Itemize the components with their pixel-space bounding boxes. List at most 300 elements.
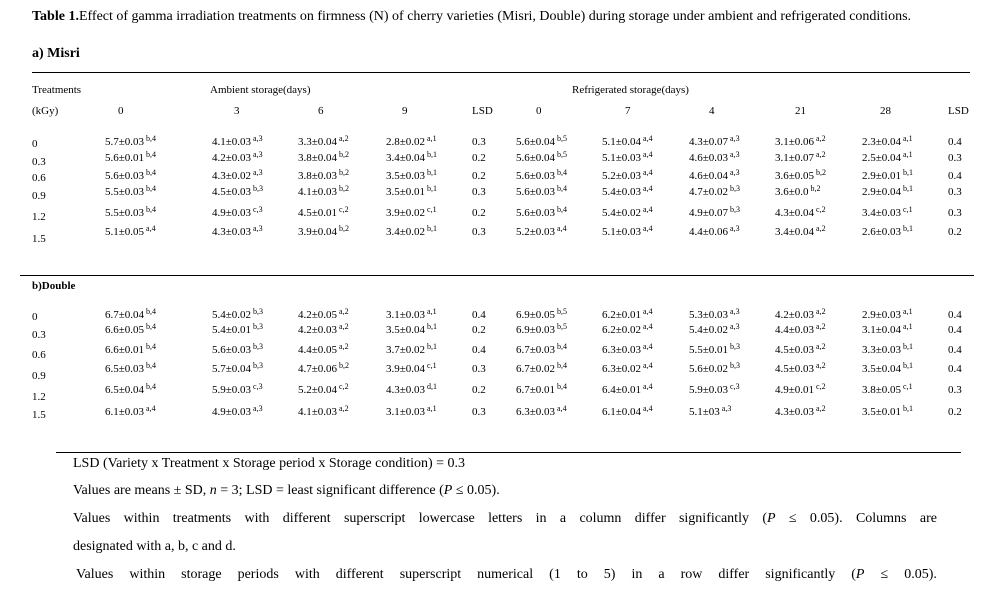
misri-cell [386, 186, 437, 198]
cell-superscript: b,3 [251, 342, 264, 351]
double-cell [862, 309, 913, 321]
cell-superscript: b,3 [251, 361, 264, 370]
cell-value: 3.4±0.04 [775, 226, 815, 238]
cell-value: 4.1±0.03 [298, 186, 338, 198]
cell-superscript: a,2 [814, 322, 826, 331]
misri-cell [472, 226, 486, 238]
misri-treatment-label: 0 [32, 138, 38, 150]
double-cell [298, 384, 349, 396]
footnote-word: to [576, 567, 588, 582]
double-cell [602, 363, 653, 375]
cell-value: 5.2±0.03 [602, 170, 642, 182]
double-cell [298, 363, 349, 375]
table-title [32, 9, 992, 25]
cell-value: 4.9±0.03 [212, 207, 252, 219]
top-rule [32, 72, 970, 73]
double-cell [862, 363, 913, 375]
cell-value: 5.2±0.03 [516, 226, 556, 238]
double-cell [516, 324, 567, 336]
double-cell [948, 309, 962, 321]
cell-value: 5.6±0.03 [212, 344, 252, 356]
cell-superscript: b,2 [337, 168, 350, 177]
double-cell [689, 384, 740, 396]
cell-value: 5.1±0.03 [602, 152, 642, 164]
footnote-word: ≤ [880, 567, 889, 582]
double-cell [516, 363, 567, 375]
cell-value: 4.3±0.04 [775, 207, 815, 219]
cell-value: 3.9±0.02 [386, 207, 426, 219]
misri-cell [516, 186, 567, 198]
misri-cell [298, 207, 349, 219]
double-cell [386, 406, 437, 418]
double-cell [602, 309, 653, 321]
double-treatment-label: 0.6 [32, 349, 46, 361]
cell-value: 4.2±0.03 [298, 324, 338, 336]
cell-value: 4.7±0.02 [689, 186, 729, 198]
double-cell [105, 309, 156, 321]
double-cell [386, 384, 437, 396]
misri-cell [472, 170, 486, 182]
misri-cell [602, 207, 653, 219]
column-header: 7 [625, 105, 631, 117]
cell-value: 5.6±0.02 [689, 363, 729, 375]
cell-superscript: a,4 [555, 404, 567, 413]
cell-superscript: a,1 [901, 134, 913, 143]
cell-value: 5.6±0.04 [516, 136, 556, 148]
misri-cell [948, 186, 962, 198]
cell-superscript: b,3 [728, 342, 741, 351]
cell-superscript: b,2 [808, 184, 821, 193]
cell-value: 4.4±0.06 [689, 226, 729, 238]
misri-cell [948, 226, 962, 238]
cell-superscript: b,1 [425, 184, 438, 193]
cell-superscript: b,4 [144, 184, 157, 193]
cell-value: 2.9±0.04 [862, 186, 902, 198]
cell-value: 5.4±0.02 [689, 324, 729, 336]
misri-cell [105, 152, 156, 164]
double-cell [948, 324, 962, 336]
misri-treatment-label: 0.9 [32, 190, 46, 202]
cell-superscript: a,4 [144, 224, 156, 233]
footnote-word: within [123, 511, 160, 526]
cell-superscript: a,3 [728, 224, 740, 233]
misri-cell [212, 226, 263, 238]
double-cell [948, 363, 962, 375]
cell-value: 5.1±03 [689, 406, 720, 418]
cell-value: 6.6±0.05 [105, 324, 145, 336]
double-cell [472, 344, 486, 356]
double-cell [689, 406, 731, 418]
cell-value: 6.3±0.02 [602, 363, 642, 375]
double-cell [862, 406, 913, 418]
cell-value: 0.2 [948, 226, 962, 238]
footnote-word: in [535, 511, 547, 526]
cell-superscript: b,4 [144, 168, 157, 177]
cell-superscript: c,1 [901, 382, 913, 391]
footnote-word: differ [634, 511, 666, 526]
cell-superscript: c,2 [814, 205, 826, 214]
cell-superscript: a,2 [814, 307, 826, 316]
cell-value: 4.4±0.03 [775, 324, 815, 336]
cell-value: 3.4±0.02 [386, 226, 426, 238]
cell-superscript: a,2 [337, 342, 349, 351]
cell-value: 3.8±0.03 [298, 170, 338, 182]
cell-value: 4.3±0.07 [689, 136, 729, 148]
cell-value: 3.8±0.05 [862, 384, 902, 396]
double-cell [516, 384, 567, 396]
cell-superscript: b,4 [555, 205, 568, 214]
cell-superscript: b,1 [425, 224, 438, 233]
cell-value: 4.5±0.03 [775, 363, 815, 375]
double-cell [602, 384, 653, 396]
footnote-word: superscript [343, 511, 406, 526]
cell-superscript: b,1 [425, 342, 438, 351]
double-cell [298, 344, 349, 356]
kgy-header: (kGy) [32, 105, 59, 117]
cell-value: 0.2 [948, 406, 962, 418]
double-cell [775, 344, 826, 356]
double-cell [298, 324, 349, 336]
double-cell [386, 344, 437, 356]
cell-superscript: a,4 [641, 361, 653, 370]
cell-value: 0.3 [472, 226, 486, 238]
double-cell [105, 324, 156, 336]
numerals-footnote [76, 567, 937, 583]
cell-value: 6.5±0.04 [105, 384, 145, 396]
double-treatment-label: 1.2 [32, 391, 46, 403]
cell-superscript: a,4 [641, 168, 653, 177]
cell-superscript: a,2 [337, 404, 349, 413]
footnote-word: row [680, 567, 703, 582]
footnote-word: treatments [172, 511, 232, 526]
cell-value: 5.2±0.04 [298, 384, 338, 396]
misri-cell [862, 186, 913, 198]
cell-value: 4.3±0.03 [775, 406, 815, 418]
cell-value: 2.5±0.04 [862, 152, 902, 164]
cell-superscript: c,2 [337, 382, 349, 391]
misri-cell [689, 226, 740, 238]
cell-value: 6.1±0.04 [602, 406, 642, 418]
cell-value: 0.3 [948, 384, 962, 396]
column-header: 6 [318, 105, 324, 117]
cell-value: 0.3 [948, 152, 962, 164]
cell-value: 0.3 [948, 186, 962, 198]
double-cell [516, 406, 567, 418]
cell-superscript: b,4 [144, 150, 157, 159]
cell-value: 0.4 [948, 170, 962, 182]
treatments-header: Treatments [32, 84, 82, 96]
misri-cell [775, 136, 826, 148]
cell-superscript: b,3 [251, 307, 264, 316]
footnote-word: 0.05). [809, 511, 843, 526]
cell-value: 6.7±0.02 [516, 363, 556, 375]
cell-value: 4.9±0.01 [775, 384, 815, 396]
cell-value: 6.7±0.01 [516, 384, 556, 396]
footnote-word: in [631, 567, 643, 582]
cell-superscript: b,1 [425, 168, 438, 177]
cell-value: 4.6±0.03 [689, 152, 729, 164]
misri-cell [775, 226, 826, 238]
misri-cell [689, 207, 740, 219]
double-cell [212, 406, 263, 418]
footnote-word: different [335, 567, 384, 582]
column-header: 21 [795, 105, 806, 117]
misri-cell [105, 170, 156, 182]
column-header: 3 [234, 105, 240, 117]
misri-cell [602, 226, 653, 238]
cell-superscript: a,4 [641, 134, 653, 143]
misri-cell [516, 226, 567, 238]
misri-cell [472, 207, 486, 219]
cell-superscript: a,1 [901, 322, 913, 331]
letters-footnote-continued: designated with a, b, c and d. [73, 539, 236, 554]
cell-superscript: d,1 [425, 382, 438, 391]
cell-value: 2.6±0.03 [862, 226, 902, 238]
misri-cell [105, 207, 156, 219]
cell-value: 3.3±0.04 [298, 136, 338, 148]
cell-superscript: a,2 [337, 307, 349, 316]
cell-value: 5.9±0.03 [689, 384, 729, 396]
cell-value: 6.4±0.01 [602, 384, 642, 396]
misri-cell [602, 136, 653, 148]
cell-value: 5.4±0.02 [602, 207, 642, 219]
means-footnote: Values are means ± SD, n = 3; LSD = least significant difference (P ≤ 0.05). [73, 483, 500, 498]
double-cell [775, 384, 826, 396]
cell-value: 3.5±0.04 [386, 324, 426, 336]
double-cell [472, 406, 486, 418]
misri-cell [212, 152, 263, 164]
double-treatment-label: 0.9 [32, 370, 46, 382]
cell-superscript: a,4 [641, 184, 653, 193]
misri-cell [298, 226, 349, 238]
misri-cell [862, 170, 913, 182]
misri-cell [472, 136, 486, 148]
cell-superscript: b,1 [901, 342, 914, 351]
column-header: 4 [709, 105, 715, 117]
footnote-word: Values [76, 567, 114, 582]
cell-value: 5.4±0.02 [212, 309, 252, 321]
double-cell [516, 309, 567, 321]
footnote-word: numerical [477, 567, 534, 582]
misri-cell [105, 136, 156, 148]
misri-cell [298, 186, 349, 198]
letters-footnote [73, 511, 937, 527]
column-header: 9 [402, 105, 408, 117]
section-b-heading: b)Double [32, 280, 76, 292]
misri-treatment-label: 1.2 [32, 211, 46, 223]
footnote-word: column [579, 511, 622, 526]
cell-superscript: b,3 [728, 361, 741, 370]
cell-value: 5.7±0.04 [212, 363, 252, 375]
double-cell [602, 406, 653, 418]
misri-cell [689, 170, 740, 182]
bottom-rule [56, 452, 961, 453]
footnote-word: ≤ [788, 511, 797, 526]
cell-superscript: c,2 [814, 382, 826, 391]
cell-superscript: b,1 [901, 404, 914, 413]
misri-cell [689, 186, 740, 198]
double-cell [862, 384, 913, 396]
double-cell [862, 324, 913, 336]
misri-cell [212, 136, 263, 148]
column-header: 0 [536, 105, 542, 117]
double-cell [948, 344, 962, 356]
cell-value: 6.6±0.01 [105, 344, 145, 356]
cell-superscript: b,4 [555, 184, 568, 193]
double-cell [298, 406, 349, 418]
cell-value: 0.3 [472, 136, 486, 148]
cell-superscript: a,2 [337, 134, 349, 143]
double-cell [689, 344, 740, 356]
cell-value: 2.3±0.04 [862, 136, 902, 148]
cell-superscript: a,1 [901, 307, 913, 316]
cell-superscript: a,4 [144, 404, 156, 413]
misri-cell [298, 170, 349, 182]
cell-superscript: a,2 [814, 224, 826, 233]
lsd-footnote: LSD (Variety x Treatment x Storage period x Storage condition) = 0.3 [73, 456, 466, 471]
cell-value: 3.9±0.04 [386, 363, 426, 375]
double-cell [212, 344, 263, 356]
cell-superscript: a,2 [814, 342, 826, 351]
cell-value: 4.7±0.06 [298, 363, 338, 375]
cell-value: 4.9±0.03 [212, 406, 252, 418]
cell-value: 3.1±0.06 [775, 136, 815, 148]
footnote-word: (1 [549, 567, 561, 582]
double-cell [948, 384, 962, 396]
cell-value: 2.8±0.02 [386, 136, 426, 148]
cell-value: 5.5±0.01 [689, 344, 729, 356]
double-cell [602, 344, 653, 356]
cell-value: 0.2 [472, 207, 486, 219]
cell-value: 5.1±0.05 [105, 226, 145, 238]
double-cell [775, 363, 826, 375]
double-cell [689, 363, 740, 375]
cell-superscript: c,1 [425, 205, 437, 214]
misri-cell [298, 136, 349, 148]
cell-superscript: a,2 [814, 150, 826, 159]
cell-value: 3.6±0.0 [775, 186, 809, 198]
cell-superscript: b,5 [555, 150, 568, 159]
cell-superscript: b,4 [555, 342, 568, 351]
cell-value: 6.7±0.04 [105, 309, 145, 321]
cell-value: 4.2±0.03 [775, 309, 815, 321]
cell-superscript: b,5 [555, 134, 568, 143]
cell-value: 3.4±0.04 [386, 152, 426, 164]
cell-value: 3.5±0.01 [862, 406, 902, 418]
double-cell [862, 344, 913, 356]
misri-treatment-label: 0.6 [32, 172, 46, 184]
cell-superscript: b,2 [337, 224, 350, 233]
cell-value: 0.4 [948, 363, 962, 375]
cell-superscript: b,1 [901, 184, 914, 193]
double-cell [386, 309, 437, 321]
cell-value: 4.2±0.03 [212, 152, 252, 164]
double-cell [212, 324, 263, 336]
cell-superscript: b,4 [555, 168, 568, 177]
footnote-word: (P [851, 567, 865, 582]
cell-superscript: a,1 [425, 134, 437, 143]
misri-cell [516, 170, 567, 182]
misri-cell [516, 152, 567, 164]
cell-value: 0.4 [948, 136, 962, 148]
footnote-word: with [244, 511, 270, 526]
double-cell [775, 324, 826, 336]
cell-value: 0.2 [472, 384, 486, 396]
cell-superscript: a,1 [901, 150, 913, 159]
cell-value: 0.3 [472, 186, 486, 198]
cell-superscript: a,1 [425, 307, 437, 316]
cell-value: 0.4 [948, 324, 962, 336]
cell-value: 0.3 [472, 363, 486, 375]
cell-value: 3.6±0.05 [775, 170, 815, 182]
cell-value: 5.5±0.03 [105, 186, 145, 198]
cell-value: 5.6±0.03 [105, 170, 145, 182]
cell-superscript: b,5 [555, 322, 568, 331]
column-header: 28 [880, 105, 891, 117]
cell-value: 3.3±0.03 [862, 344, 902, 356]
misri-cell [602, 186, 653, 198]
cell-value: 6.2±0.01 [602, 309, 642, 321]
misri-cell [775, 186, 821, 198]
cell-superscript: b,4 [144, 342, 157, 351]
cell-superscript: c,1 [901, 205, 913, 214]
cell-value: 5.4±0.03 [602, 186, 642, 198]
misri-cell [775, 207, 826, 219]
cell-value: 0.3 [472, 406, 486, 418]
double-cell [516, 344, 567, 356]
cell-superscript: b,3 [728, 205, 741, 214]
cell-value: 0.4 [948, 344, 962, 356]
refrigerated-header: Refrigerated storage(days) [572, 84, 689, 96]
cell-superscript: a,4 [641, 307, 653, 316]
cell-superscript: a,4 [641, 224, 653, 233]
footnote-word: a [658, 567, 665, 582]
cell-value: 4.5±0.03 [212, 186, 252, 198]
cell-value: 4.4±0.05 [298, 344, 338, 356]
double-cell [386, 324, 437, 336]
cell-superscript: a,4 [641, 322, 653, 331]
cell-value: 4.3±0.03 [212, 226, 252, 238]
cell-superscript: c,3 [251, 382, 263, 391]
cell-value: 4.3±0.03 [386, 384, 426, 396]
footnote-word: 5) [603, 567, 616, 582]
double-treatment-label: 1.5 [32, 409, 46, 421]
misri-treatment-label: 0.3 [32, 156, 46, 168]
cell-superscript: b,4 [144, 205, 157, 214]
cell-value: 2.9±0.03 [862, 309, 902, 321]
double-cell [775, 309, 826, 321]
misri-cell [386, 207, 437, 219]
footnote-word: Values [73, 511, 111, 526]
double-cell [386, 363, 437, 375]
cell-superscript: b,4 [555, 382, 568, 391]
cell-superscript: b,4 [144, 361, 157, 370]
cell-value: 3.1±0.03 [386, 309, 426, 321]
footnote-word: Columns [855, 511, 907, 526]
footnote-word: storage [181, 567, 222, 582]
double-cell [948, 406, 962, 418]
table-caption: Effect of gamma irradiation treatments on firmness (N) of cherry varieties (Misri, Double) during storage under ambient and refrigerated conditions. [78, 9, 912, 24]
cell-value: 3.1±0.03 [386, 406, 426, 418]
cell-value: 6.7±0.03 [516, 344, 556, 356]
misri-cell [386, 170, 437, 182]
mid-rule [20, 275, 974, 276]
misri-cell [689, 136, 740, 148]
cell-superscript: a,3 [728, 307, 740, 316]
cell-value: 4.9±0.07 [689, 207, 729, 219]
cell-value: 3.9±0.04 [298, 226, 338, 238]
cell-superscript: b,1 [425, 322, 438, 331]
